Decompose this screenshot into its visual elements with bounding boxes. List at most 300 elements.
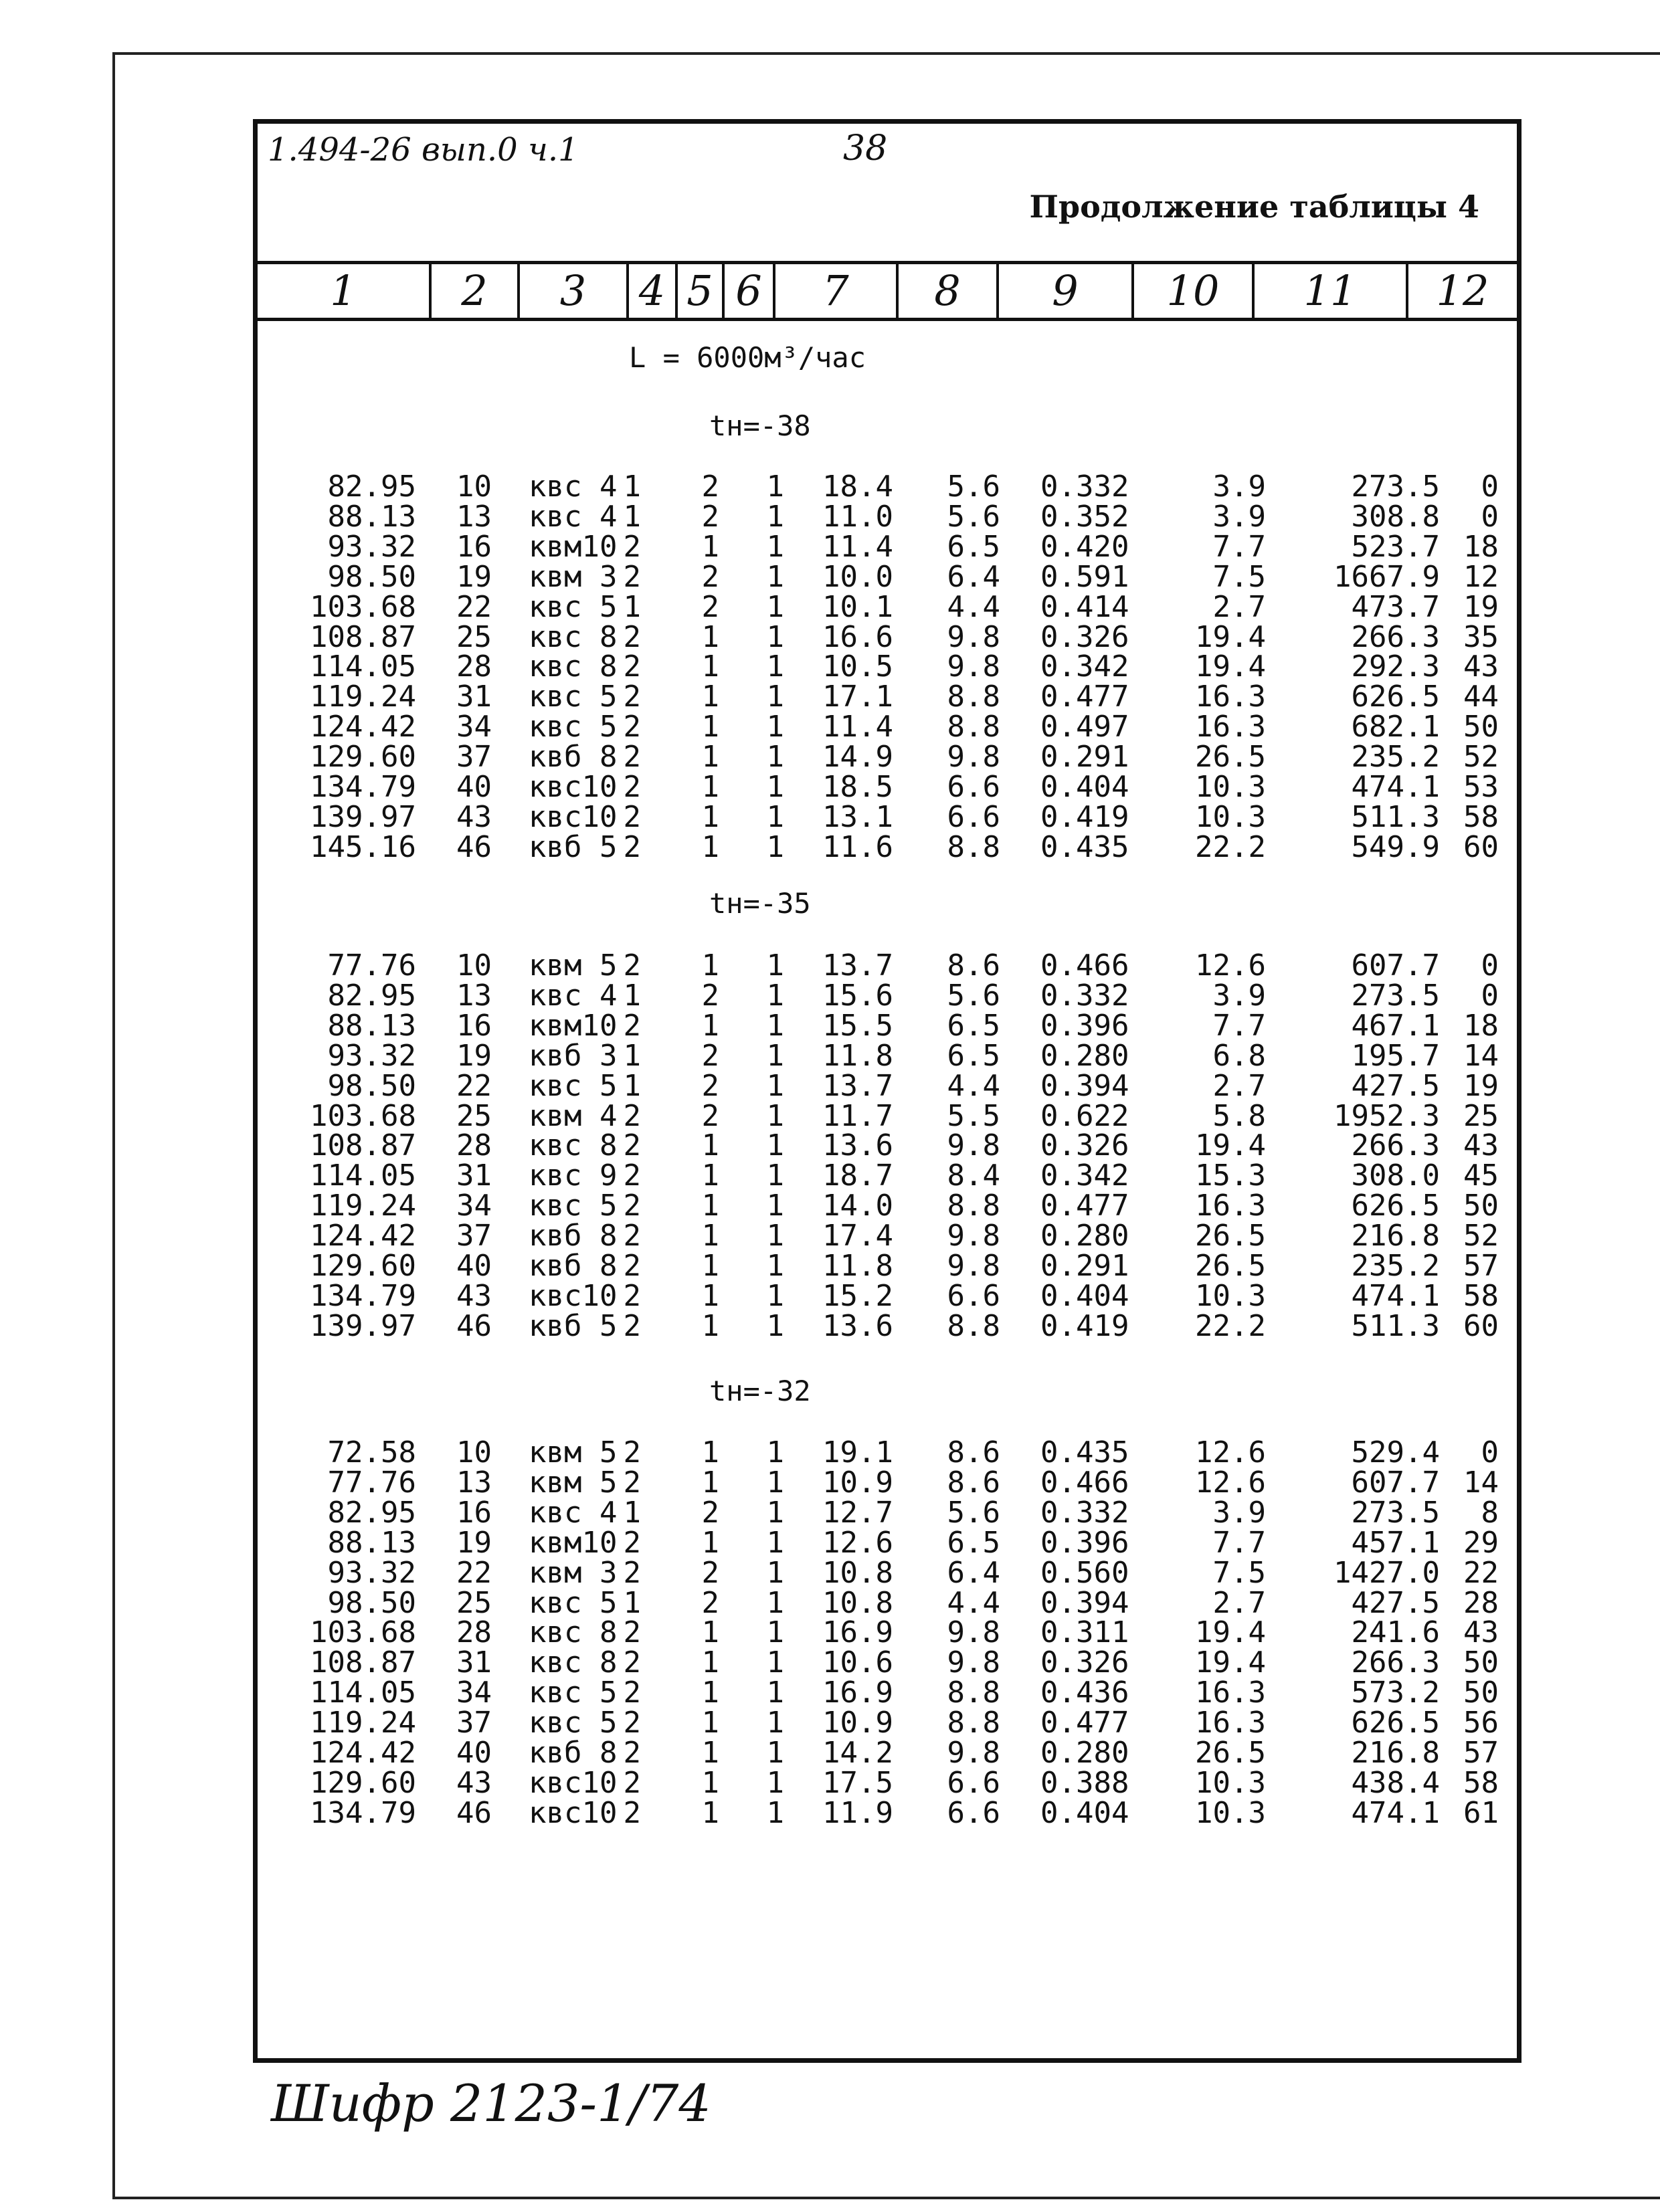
table-cell-col9: 0.477	[1040, 1189, 1129, 1223]
table-cell-col2: 13	[456, 978, 492, 1013]
table-cell-col9: 0.332	[1040, 470, 1129, 504]
table-cell-col11: 266.3	[1351, 619, 1440, 654]
table-cell-col4: 2	[623, 1098, 641, 1133]
table-cell-col11: 529.4	[1351, 1435, 1440, 1470]
table-cell-col11: 292.3	[1351, 649, 1440, 684]
table-cell-col12: 35	[1463, 619, 1499, 654]
table-cell-col4: 2	[623, 799, 641, 834]
table-cell-col10: 10.3	[1195, 1795, 1266, 1830]
table-cell-col10: 15.3	[1195, 1159, 1266, 1193]
table-cell-col1: 139.97	[310, 1308, 416, 1343]
table-cell-col7: 13.6	[822, 1128, 893, 1163]
table-cell-col3: квс10	[529, 1795, 618, 1830]
column-header: 7	[775, 264, 899, 318]
table-cell-col9: 0.622	[1040, 1098, 1129, 1133]
table-cell-col10: 12.6	[1195, 1435, 1266, 1470]
table-cell-col10: 26.5	[1195, 740, 1266, 775]
table-cell-col2: 28	[456, 649, 492, 684]
table-cell-col6: 1	[766, 978, 784, 1013]
table-cell-col11: 474.1	[1351, 770, 1440, 804]
table-cell-col10: 10.3	[1195, 770, 1266, 804]
table-cell-col2: 25	[456, 619, 492, 654]
table-cell-col1: 129.60	[310, 1765, 416, 1800]
table-cell-col3: квм 3	[529, 559, 618, 594]
table-cell-col3: квс 5	[529, 1676, 618, 1710]
table-cell-col11: 216.8	[1351, 1736, 1440, 1770]
cipher-signature: Шифр 2123-1/74	[271, 2074, 711, 2133]
table-cell-col10: 7.7	[1212, 529, 1266, 564]
table-cell-col7: 13.7	[822, 948, 893, 983]
table-cell-col5: 1	[701, 1219, 719, 1253]
table-cell-col9: 0.420	[1040, 529, 1129, 564]
table-cell-col1: 108.87	[310, 619, 416, 654]
table-cell-col11: 241.6	[1351, 1615, 1440, 1650]
table-cell-col1: 134.79	[310, 1278, 416, 1313]
table-cell-col12: 18	[1463, 1008, 1499, 1043]
table-cell-col6: 1	[766, 1219, 784, 1253]
table-cell-col4: 2	[623, 1159, 641, 1193]
table-cell-col2: 31	[456, 680, 492, 714]
table-cell-col9: 0.342	[1040, 1159, 1129, 1193]
table-cell-col6: 1	[766, 1495, 784, 1530]
table-cell-col4: 2	[623, 559, 641, 594]
table-cell-col2: 37	[456, 1219, 492, 1253]
table-cell-col8: 8.8	[947, 1706, 1000, 1740]
table-cell-col9: 0.280	[1040, 1736, 1129, 1770]
table-cell-col2: 28	[456, 1128, 492, 1163]
column-header: 12	[1436, 266, 1489, 315]
table-cell-col5: 1	[701, 1189, 719, 1223]
table-cell-col12: 12	[1463, 559, 1499, 594]
table-cell-col9: 0.591	[1040, 559, 1129, 594]
temperature-section-title: tн=-32	[709, 1375, 811, 1407]
table-cell-col11: 473.7	[1351, 589, 1440, 624]
table-cell-col10: 7.7	[1212, 1008, 1266, 1043]
table-cell-col6: 1	[766, 559, 784, 594]
table-cell-col7: 13.7	[822, 1068, 893, 1103]
table-cell-col8: 4.4	[947, 1068, 1000, 1103]
table-cell-col7: 16.9	[822, 1676, 893, 1710]
table-cell-col10: 3.9	[1212, 1495, 1266, 1530]
table-cell-col3: квс10	[529, 799, 618, 834]
table-cell-col10: 19.4	[1195, 649, 1266, 684]
table-cell-col12: 50	[1463, 710, 1499, 744]
table-cell-col1: 88.13	[327, 1525, 416, 1560]
table-cell-col5: 2	[701, 499, 719, 534]
column-header: 9	[999, 264, 1134, 318]
table-cell-col3: квм10	[529, 529, 618, 564]
table-cell-col3: квс 8	[529, 1645, 618, 1680]
table-cell-col2: 34	[456, 1189, 492, 1223]
table-cell-col1: 114.05	[310, 1676, 416, 1710]
table-cell-col6: 1	[766, 1068, 784, 1103]
table-cell-col10: 26.5	[1195, 1736, 1266, 1770]
table-cell-col6: 1	[766, 680, 784, 714]
table-cell-col9: 0.419	[1040, 1308, 1129, 1343]
table-cell-col5: 2	[701, 1585, 719, 1620]
table-cell-col9: 0.332	[1040, 1495, 1129, 1530]
table-cell-col10: 2.7	[1212, 1068, 1266, 1103]
table-cell-col3: квс 9	[529, 1159, 618, 1193]
table-cell-col10: 19.4	[1195, 1645, 1266, 1680]
table-cell-col3: квс10	[529, 1765, 618, 1800]
table-cell-col12: 14	[1463, 1465, 1499, 1500]
table-cell-col6: 1	[766, 1736, 784, 1770]
table-cell-col1: 103.68	[310, 589, 416, 624]
table-cell-col4: 2	[623, 1615, 641, 1650]
table-cell-col10: 2.7	[1212, 1585, 1266, 1620]
table-cell-col5: 1	[701, 1249, 719, 1283]
table-cell-col11: 266.3	[1351, 1645, 1440, 1680]
table-cell-col5: 1	[701, 1159, 719, 1193]
table-cell-col7: 11.4	[822, 529, 893, 564]
column-header: 5	[678, 264, 725, 318]
table-cell-col6: 1	[766, 529, 784, 564]
table-cell-col1: 129.60	[310, 1249, 416, 1283]
table-cell-col1: 119.24	[310, 680, 416, 714]
table-cell-col5: 1	[701, 1435, 719, 1470]
table-cell-col12: 53	[1463, 770, 1499, 804]
table-cell-col5: 2	[701, 1038, 719, 1073]
table-cell-col2: 34	[456, 710, 492, 744]
table-cell-col8: 8.8	[947, 1189, 1000, 1223]
table-cell-col3: квб 5	[529, 829, 618, 864]
table-cell-col9: 0.342	[1040, 649, 1129, 684]
table-cell-col8: 6.6	[947, 799, 1000, 834]
table-cell-col12: 19	[1463, 1068, 1499, 1103]
table-cell-col4: 2	[623, 1249, 641, 1283]
table-cell-col6: 1	[766, 1435, 784, 1470]
table-cell-col10: 12.6	[1195, 948, 1266, 983]
table-cell-col2: 22	[456, 1068, 492, 1103]
table-cell-col8: 5.5	[947, 1098, 1000, 1133]
table-cell-col4: 2	[623, 1308, 641, 1343]
table-cell-col8: 9.8	[947, 740, 1000, 775]
table-cell-col4: 2	[623, 740, 641, 775]
table-cell-col2: 19	[456, 1038, 492, 1073]
table-cell-col5: 2	[701, 1495, 719, 1530]
table-cell-col8: 6.4	[947, 559, 1000, 594]
table-cell-col5: 1	[701, 619, 719, 654]
column-header: 8	[899, 264, 999, 318]
table-cell-col12: 0	[1481, 1435, 1499, 1470]
table-cell-col9: 0.280	[1040, 1219, 1129, 1253]
table-cell-col3: квб 8	[529, 1249, 618, 1283]
table-cell-col1: 77.76	[327, 1465, 416, 1500]
table-cell-col1: 77.76	[327, 948, 416, 983]
table-cell-col1: 98.50	[327, 1068, 416, 1103]
table-cell-col1: 88.13	[327, 1008, 416, 1043]
table-cell-col10: 19.4	[1195, 1128, 1266, 1163]
table-cell-col4: 2	[623, 1465, 641, 1500]
column-header: 11	[1255, 264, 1408, 318]
table-cell-col12: 43	[1463, 649, 1499, 684]
table-cell-col2: 40	[456, 770, 492, 804]
column-header: 6	[725, 264, 775, 318]
table-cell-col8: 6.5	[947, 1008, 1000, 1043]
table-cell-col3: квс 8	[529, 1128, 618, 1163]
table-cell-col7: 17.1	[822, 680, 893, 714]
table-cell-col4: 2	[623, 1128, 641, 1163]
table-cell-col7: 18.7	[822, 1159, 893, 1193]
table-cell-col9: 0.291	[1040, 740, 1129, 775]
table-cell-col2: 40	[456, 1249, 492, 1283]
airflow-label: L = 6000м³/час	[629, 341, 866, 374]
table-cell-col4: 2	[623, 1706, 641, 1740]
table-cell-col2: 13	[456, 499, 492, 534]
table-cell-col10: 26.5	[1195, 1249, 1266, 1283]
table-cell-col3: квс 4	[529, 470, 618, 504]
table-cell-col7: 18.4	[822, 470, 893, 504]
table-cell-col7: 11.7	[822, 1098, 893, 1133]
table-cell-col4: 2	[623, 1278, 641, 1313]
table-cell-col9: 0.396	[1040, 1525, 1129, 1560]
table-cell-col10: 26.5	[1195, 1219, 1266, 1253]
table-cell-col4: 1	[623, 1495, 641, 1530]
table-cell-col1: 82.95	[327, 470, 416, 504]
table-cell-col6: 1	[766, 1159, 784, 1193]
table-cell-col4: 2	[623, 529, 641, 564]
table-cell-col10: 16.3	[1195, 680, 1266, 714]
document-code: 1.494-26 вып.0 ч.1	[268, 131, 579, 169]
temperature-section-title: tн=-38	[709, 409, 811, 442]
table-cell-col4: 2	[623, 680, 641, 714]
table-cell-col3: квм 3	[529, 1555, 618, 1590]
table-cell-col10: 19.4	[1195, 1615, 1266, 1650]
table-cell-col9: 0.435	[1040, 1435, 1129, 1470]
table-cell-col2: 37	[456, 740, 492, 775]
table-cell-col11: 626.5	[1351, 1706, 1440, 1740]
table-cell-col6: 1	[766, 710, 784, 744]
table-cell-col4: 2	[623, 1219, 641, 1253]
table-cell-col3: квс 5	[529, 1585, 618, 1620]
table-cell-col5: 2	[701, 559, 719, 594]
table-cell-col1: 88.13	[327, 499, 416, 534]
table-cell-col6: 1	[766, 770, 784, 804]
table-cell-col10: 7.5	[1212, 559, 1266, 594]
table-cell-col6: 1	[766, 740, 784, 775]
table-cell-col3: квс 5	[529, 710, 618, 744]
table-cell-col3: квс 5	[529, 589, 618, 624]
table-cell-col2: 13	[456, 1465, 492, 1500]
table-cell-col9: 0.394	[1040, 1068, 1129, 1103]
table-cell-col1: 93.32	[327, 529, 416, 564]
table-cell-col4: 2	[623, 1765, 641, 1800]
table-cell-col12: 52	[1463, 740, 1499, 775]
table-cell-col1: 82.95	[327, 1495, 416, 1530]
table-cell-col7: 12.7	[822, 1495, 893, 1530]
column-header: 3	[520, 264, 629, 318]
table-cell-col3: квм10	[529, 1008, 618, 1043]
table-cell-col11: 1952.3	[1333, 1098, 1440, 1133]
table-cell-col2: 19	[456, 559, 492, 594]
table-cell-col3: квб 3	[529, 1038, 618, 1073]
table-cell-col3: квм10	[529, 1525, 618, 1560]
table-cell-col8: 5.6	[947, 470, 1000, 504]
table-cell-col7: 10.1	[822, 589, 893, 624]
table-cell-col5: 2	[701, 1068, 719, 1103]
table-cell-col6: 1	[766, 1008, 784, 1043]
table-cell-col8: 8.8	[947, 680, 1000, 714]
table-cell-col5: 1	[701, 1008, 719, 1043]
table-cell-col12: 50	[1463, 1645, 1499, 1680]
table-cell-col12: 0	[1481, 470, 1499, 504]
table-cell-col3: квс 8	[529, 649, 618, 684]
table-cell-col2: 40	[456, 1736, 492, 1770]
table-cell-col9: 0.560	[1040, 1555, 1129, 1590]
table-cell-col10: 16.3	[1195, 1706, 1266, 1740]
table-cell-col7: 17.4	[822, 1219, 893, 1253]
table-cell-col10: 10.3	[1195, 799, 1266, 834]
table-cell-col9: 0.291	[1040, 1249, 1129, 1283]
table-cell-col3: квб 8	[529, 1736, 618, 1770]
table-cell-col6: 1	[766, 1555, 784, 1590]
table-cell-col1: 114.05	[310, 1159, 416, 1193]
table-cell-col9: 0.326	[1040, 1645, 1129, 1680]
table-cell-col1: 134.79	[310, 1795, 416, 1830]
table-cell-col7: 10.9	[822, 1706, 893, 1740]
table-cell-col3: квс 8	[529, 619, 618, 654]
table-cell-col3: квс 8	[529, 1615, 618, 1650]
table-cell-col2: 10	[456, 1435, 492, 1470]
table-cell-col12: 43	[1463, 1615, 1499, 1650]
table-cell-col5: 2	[701, 1098, 719, 1133]
table-cell-col11: 511.3	[1351, 1308, 1440, 1343]
table-cell-col8: 9.8	[947, 1645, 1000, 1680]
continuation-title: Продолжение таблицы 4	[1029, 189, 1479, 225]
table-cell-col7: 11.8	[822, 1038, 893, 1073]
table-cell-col3: квс 5	[529, 680, 618, 714]
table-cell-col6: 1	[766, 470, 784, 504]
table-cell-col11: 308.0	[1351, 1159, 1440, 1193]
table-cell-col11: 235.2	[1351, 1249, 1440, 1283]
column-header-row	[258, 261, 1517, 321]
table-cell-col10: 22.2	[1195, 1308, 1266, 1343]
table-cell-col9: 0.435	[1040, 829, 1129, 864]
table-cell-col2: 46	[456, 1795, 492, 1830]
table-cell-col5: 1	[701, 1308, 719, 1343]
table-cell-col6: 1	[766, 1308, 784, 1343]
table-cell-col6: 1	[766, 1278, 784, 1313]
table-cell-col7: 18.5	[822, 770, 893, 804]
table-cell-col1: 124.42	[310, 1736, 416, 1770]
table-cell-col4: 1	[623, 1585, 641, 1620]
table-cell-col10: 10.3	[1195, 1765, 1266, 1800]
table-cell-col1: 108.87	[310, 1128, 416, 1163]
table-cell-col9: 0.466	[1040, 948, 1129, 983]
table-cell-col8: 6.5	[947, 1038, 1000, 1073]
table-cell-col12: 44	[1463, 680, 1499, 714]
table-cell-col9: 0.477	[1040, 1706, 1129, 1740]
table-cell-col12: 0	[1481, 948, 1499, 983]
table-cell-col5: 1	[701, 770, 719, 804]
table-cell-col7: 14.9	[822, 740, 893, 775]
table-cell-col11: 467.1	[1351, 1008, 1440, 1043]
table-cell-col7: 16.6	[822, 619, 893, 654]
table-cell-col9: 0.396	[1040, 1008, 1129, 1043]
table-cell-col3: квм 4	[529, 1098, 618, 1133]
table-cell-col10: 16.3	[1195, 1676, 1266, 1710]
table-cell-col7: 10.8	[822, 1555, 893, 1590]
table-cell-col10: 10.3	[1195, 1278, 1266, 1313]
table-cell-col12: 57	[1463, 1736, 1499, 1770]
table-cell-col1: 98.50	[327, 559, 416, 594]
table-cell-col10: 7.5	[1212, 1555, 1266, 1590]
table-cell-col9: 0.404	[1040, 770, 1129, 804]
table-cell-col5: 2	[701, 470, 719, 504]
table-cell-col6: 1	[766, 1676, 784, 1710]
table-cell-col2: 46	[456, 1308, 492, 1343]
table-cell-col8: 9.8	[947, 1249, 1000, 1283]
table-cell-col10: 16.3	[1195, 1189, 1266, 1223]
table-cell-col3: квс10	[529, 1278, 618, 1313]
table-cell-col4: 2	[623, 1736, 641, 1770]
table-cell-col6: 1	[766, 1645, 784, 1680]
table-cell-col7: 13.1	[822, 799, 893, 834]
table-cell-col3: квс 5	[529, 1706, 618, 1740]
table-cell-col6: 1	[766, 829, 784, 864]
table-cell-col5: 1	[701, 1736, 719, 1770]
table-cell-col8: 9.8	[947, 619, 1000, 654]
table-cell-col2: 19	[456, 1525, 492, 1560]
table-cell-col3: квс 5	[529, 1068, 618, 1103]
table-cell-col3: квм 5	[529, 1435, 618, 1470]
table-cell-col11: 1427.0	[1333, 1555, 1440, 1590]
table-cell-col11: 195.7	[1351, 1038, 1440, 1073]
table-cell-col12: 43	[1463, 1128, 1499, 1163]
table-cell-col2: 25	[456, 1585, 492, 1620]
table-cell-col1: 98.50	[327, 1585, 416, 1620]
column-header: 2	[432, 264, 520, 318]
table-cell-col1: 139.97	[310, 799, 416, 834]
table-cell-col10: 2.7	[1212, 589, 1266, 624]
table-cell-col11: 273.5	[1351, 978, 1440, 1013]
table-cell-col6: 1	[766, 1765, 784, 1800]
table-cell-col5: 1	[701, 740, 719, 775]
table-cell-col10: 7.7	[1212, 1525, 1266, 1560]
table-cell-col12: 45	[1463, 1159, 1499, 1193]
table-cell-col11: 626.5	[1351, 1189, 1440, 1223]
table-cell-col4: 2	[623, 770, 641, 804]
table-cell-col2: 31	[456, 1645, 492, 1680]
table-cell-col2: 22	[456, 589, 492, 624]
table-cell-col7: 10.9	[822, 1465, 893, 1500]
table-cell-col1: 124.42	[310, 1219, 416, 1253]
table-cell-col5: 1	[701, 680, 719, 714]
table-cell-col6: 1	[766, 1249, 784, 1283]
table-cell-col8: 8.4	[947, 1159, 1000, 1193]
table-cell-col9: 0.332	[1040, 978, 1129, 1013]
column-header: 1	[258, 264, 432, 318]
table-cell-col1: 129.60	[310, 740, 416, 775]
table-cell-col8: 5.6	[947, 499, 1000, 534]
table-cell-col11: 549.9	[1351, 829, 1440, 864]
table-cell-col11: 427.5	[1351, 1068, 1440, 1103]
table-cell-col12: 50	[1463, 1676, 1499, 1710]
table-cell-col7: 14.2	[822, 1736, 893, 1770]
table-cell-col4: 2	[623, 710, 641, 744]
table-cell-col6: 1	[766, 589, 784, 624]
table-cell-col1: 145.16	[310, 829, 416, 864]
table-cell-col8: 9.8	[947, 1736, 1000, 1770]
table-cell-col4: 1	[623, 1038, 641, 1073]
table-cell-col12: 56	[1463, 1706, 1499, 1740]
table-cell-col6: 1	[766, 948, 784, 983]
table-cell-col9: 0.326	[1040, 619, 1129, 654]
table-cell-col6: 1	[766, 1615, 784, 1650]
table-cell-col5: 1	[701, 799, 719, 834]
table-cell-col8: 4.4	[947, 1585, 1000, 1620]
